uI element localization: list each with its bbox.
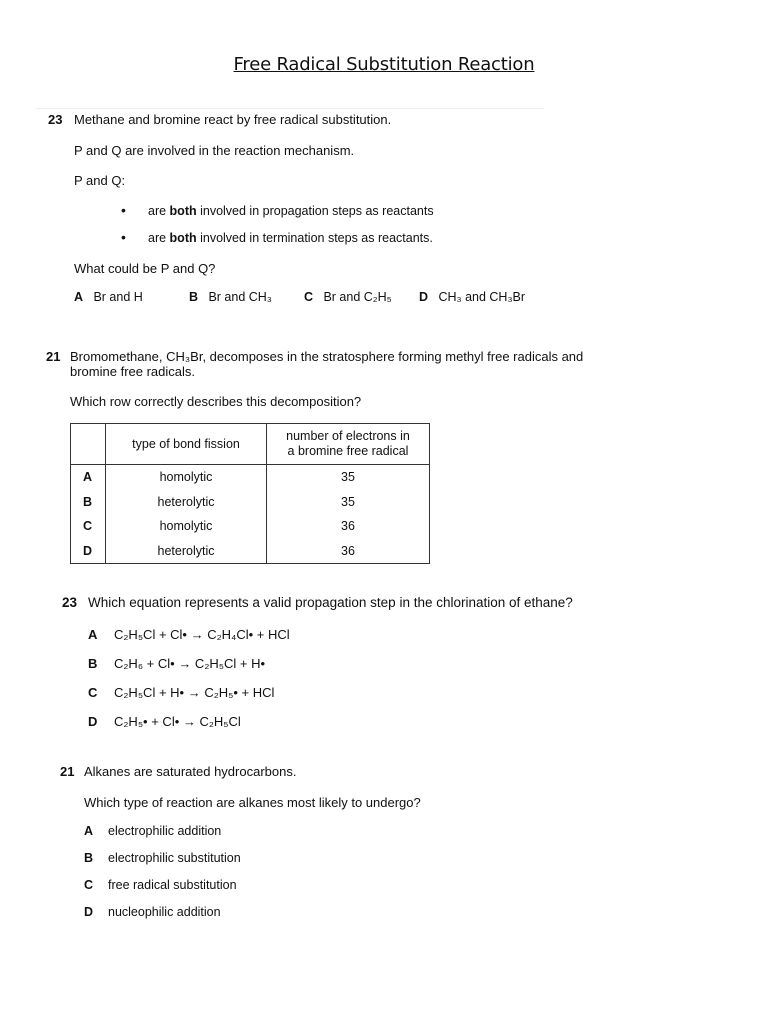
question-3-stem-line <box>62 595 573 610</box>
question-4-number: 21 <box>60 764 75 779</box>
decomposition-table <box>70 423 430 564</box>
question-2-stem-1: Bromomethane, CH₃Br, decomposes in the stratosphere forming methyl free radicals and <box>70 349 584 364</box>
table-header-electrons: number of electrons in a bromine free radical <box>267 424 430 465</box>
q1-option-b: B Br and CH₃ <box>189 290 272 304</box>
q4-option-a: A electrophilic addition <box>84 824 222 838</box>
question-1-line3: P and Q: <box>74 173 126 188</box>
table-header-row <box>71 424 430 465</box>
q3-option-a: A C₂H₅Cl + Cl• → C₂H₄Cl• + HCl <box>88 627 290 642</box>
q3-option-b: B C₂H₆ + Cl• → C₂H₅Cl + H• <box>88 656 266 671</box>
bullet-2-marker: • <box>121 229 126 245</box>
q3-option-c: C C₂H₅Cl + H• → C₂H₅• + HCl <box>88 685 275 700</box>
question-1-question: What could be P and Q? <box>74 261 216 276</box>
question-1-stem-line <box>48 112 391 127</box>
table-row: A homolytic 35 <box>71 465 430 490</box>
question-1-stem: Methane and bromine react by free radical substitution. <box>74 112 392 127</box>
bullet-2: are both involved in termination steps as reactants. <box>148 231 433 245</box>
page-title: Free Radical Substitution Reaction <box>233 54 535 75</box>
q4-option-d: D nucleophilic addition <box>84 905 221 919</box>
question-4-stem-line <box>60 764 296 779</box>
q1-option-d: D CH₃ and CH₃Br <box>419 290 526 304</box>
question-1-line2: P and Q are involved in the reaction mechanism. <box>74 143 355 158</box>
question-2-stem-line <box>46 349 583 364</box>
q4-option-b: B electrophilic substitution <box>84 851 241 865</box>
bullet-1-marker: • <box>121 202 126 218</box>
bullet-1: are both involved in propagation steps as reactants <box>148 204 434 218</box>
q4-option-c: C free radical substitution <box>84 878 237 892</box>
question-3-number: 23 <box>62 595 78 610</box>
q1-option-c: C Br and C₂H₅ <box>304 290 392 304</box>
table-header-empty <box>71 424 106 465</box>
question-1-number: 23 <box>48 112 63 127</box>
table-row: B heterolytic 35 <box>71 490 430 515</box>
divider <box>36 108 544 109</box>
table-row: C homolytic 36 <box>71 514 430 539</box>
q1-option-a: A Br and H <box>74 290 143 304</box>
table-row: D heterolytic 36 <box>71 539 430 564</box>
question-2-stem-2: bromine free radicals. <box>70 364 195 379</box>
question-3-stem: Which equation represents a valid propagation step in the chlorination of ethane? <box>88 595 573 610</box>
question-2-question: Which row correctly describes this decomposition? <box>70 394 362 409</box>
table-header-fission: type of bond fission <box>106 424 267 465</box>
q3-option-d: D C₂H₅• + Cl• → C₂H₅Cl <box>88 714 241 729</box>
question-2-number: 21 <box>46 349 61 364</box>
question-4-question: Which type of reaction are alkanes most likely to undergo? <box>84 795 421 810</box>
question-4-stem: Alkanes are saturated hydrocarbons. <box>84 764 297 779</box>
